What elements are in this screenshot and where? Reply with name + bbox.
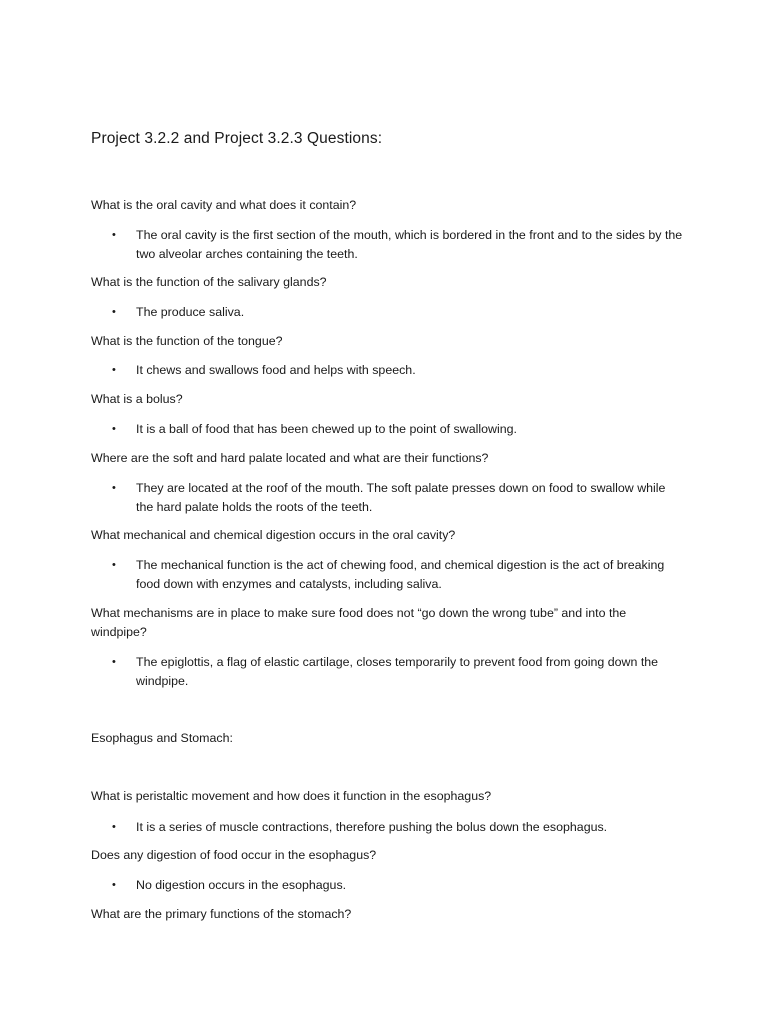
answer-text: They are located at the roof of the mouth. The soft palate presses down on food to swallow while the hard palate holds the roots of the teeth. [136,481,666,514]
answer-digestion-oral [112,556,686,594]
answer-windpipe [112,653,686,691]
bullet-icon: • [112,229,116,241]
bullet-icon: • [112,559,116,571]
question-digestion-oral: What mechanical and chemical digestion occurs in the oral cavity? [91,528,456,542]
answer-esophagus-digestion [112,876,686,895]
answer-text: It chews and swallows food and helps with speech. [136,363,416,377]
answer-palate [112,479,686,517]
answer-salivary-glands [112,303,686,322]
bullet-icon: • [112,364,116,376]
bullet-icon: • [112,879,116,891]
question-salivary-glands: What is the function of the salivary glands? [91,275,327,289]
bullet-icon: • [112,306,116,318]
question-tongue: What is the function of the tongue? [91,334,283,348]
answer-bolus [112,420,686,439]
question-peristaltic: What is peristaltic movement and how does it function in the esophagus? [91,789,492,803]
bullet-icon: • [112,821,116,833]
answer-text: The mechanical function is the act of chewing food, and chemical digestion is the act of breaking food down with enzymes and catalysts, including saliva. [136,558,665,591]
answer-text: It is a ball of food that has been chewed up to the point of swallowing. [136,422,517,436]
bullet-icon: • [112,482,116,494]
question-oral-cavity: What is the oral cavity and what does it contain? [91,198,357,212]
question-bolus: What is a bolus? [91,392,183,406]
question-palate: Where are the soft and hard palate located and what are their functions? [91,451,489,465]
question-stomach-functions: What are the primary functions of the stomach? [91,907,352,921]
answer-oral-cavity [112,226,686,264]
bullet-icon: • [112,423,116,435]
answer-text: The epiglottis, a flag of elastic cartilage, closes temporarily to prevent food from going down the windpipe. [136,655,659,688]
answer-text: It is a series of muscle contractions, therefore pushing the bolus down the esophagus. [136,820,608,834]
answer-peristaltic [112,818,686,837]
bullet-icon: • [112,656,116,668]
answer-text: The oral cavity is the first section of the mouth, which is bordered in the front and to the sides by the two alveolar arches containing the teeth. [136,228,683,261]
answer-tongue [112,361,686,380]
page-title: Project 3.2.2 and Project 3.2.3 Questions: [91,130,383,147]
section-heading-esophagus-stomach: Esophagus and Stomach: [91,731,233,745]
question-esophagus-digestion: Does any digestion of food occur in the esophagus? [91,848,377,862]
question-windpipe: What mechanisms are in place to make sure food does not “go down the wrong tube” and into the windpipe? [91,606,627,639]
answer-text: No digestion occurs in the esophagus. [136,878,347,892]
answer-text: The produce saliva. [136,305,245,319]
